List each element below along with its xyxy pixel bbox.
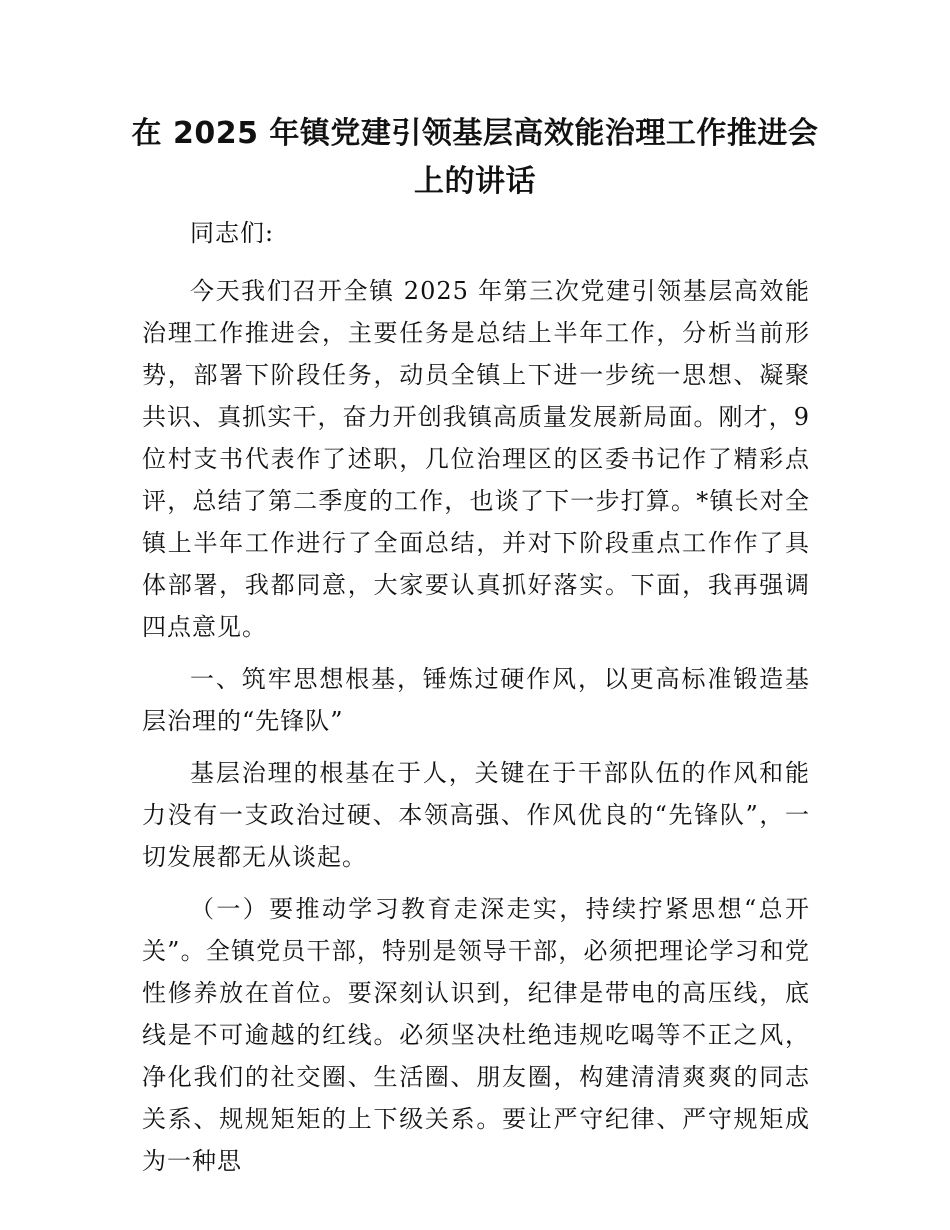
document-title: 在 2025 年镇党建引领基层高效能治理工作推进会上的讲话	[131, 116, 819, 199]
document-body	[142, 212, 810, 1192]
greeting: 同志们:	[190, 219, 275, 247]
section-heading-1: 一、筑牢思想根基，锤炼过硬作风，以更高标准锻造基层治理的“先锋队”	[142, 665, 810, 735]
subsection-1-1: （一）要推动学习教育走深走实，持续拧紧思想“总开关”。全镇党员干部，特别是领导干部，必须把理论学习和党性修养放在首位。要深刻认识到，纪律是带电的高压线，底线是不可逾越的红线。必须坚决杜绝违规吃喝等不正之风，净化我们的社交圈、生活圈、朋友圈，构建清清爽爽的同志关系、规规矩矩的上下级关系。要让严守纪律、严守规矩成为一种思	[142, 895, 810, 1175]
paragraph-intro: 今天我们召开全镇 2025 年第三次党建引领基层高效能治理工作推进会，主要任务是总结上半年工作，分析当前形势，部署下阶段任务，动员全镇上下进一步统一思想、凝聚共识、真抓实干，奋力开创我镇高质量发展新局面。刚才，9 位村支书代表作了述职，几位治理区的区委书记作了精彩点评，总结了第二季度的工作，也谈了下一步打算。*镇长对全镇上半年工作进行了全面总结，并对下阶段重点工作作了具体部署，我都同意，大家要认真抓好落实。下面，我再强调四点意见。	[142, 277, 810, 641]
paragraph-section-1: 基层治理的根基在于人，关键在于干部队伍的作风和能力没有一支政治过硬、本领高强、作风优良的“先锋队”，一切发展都无从谈起。	[142, 759, 810, 871]
